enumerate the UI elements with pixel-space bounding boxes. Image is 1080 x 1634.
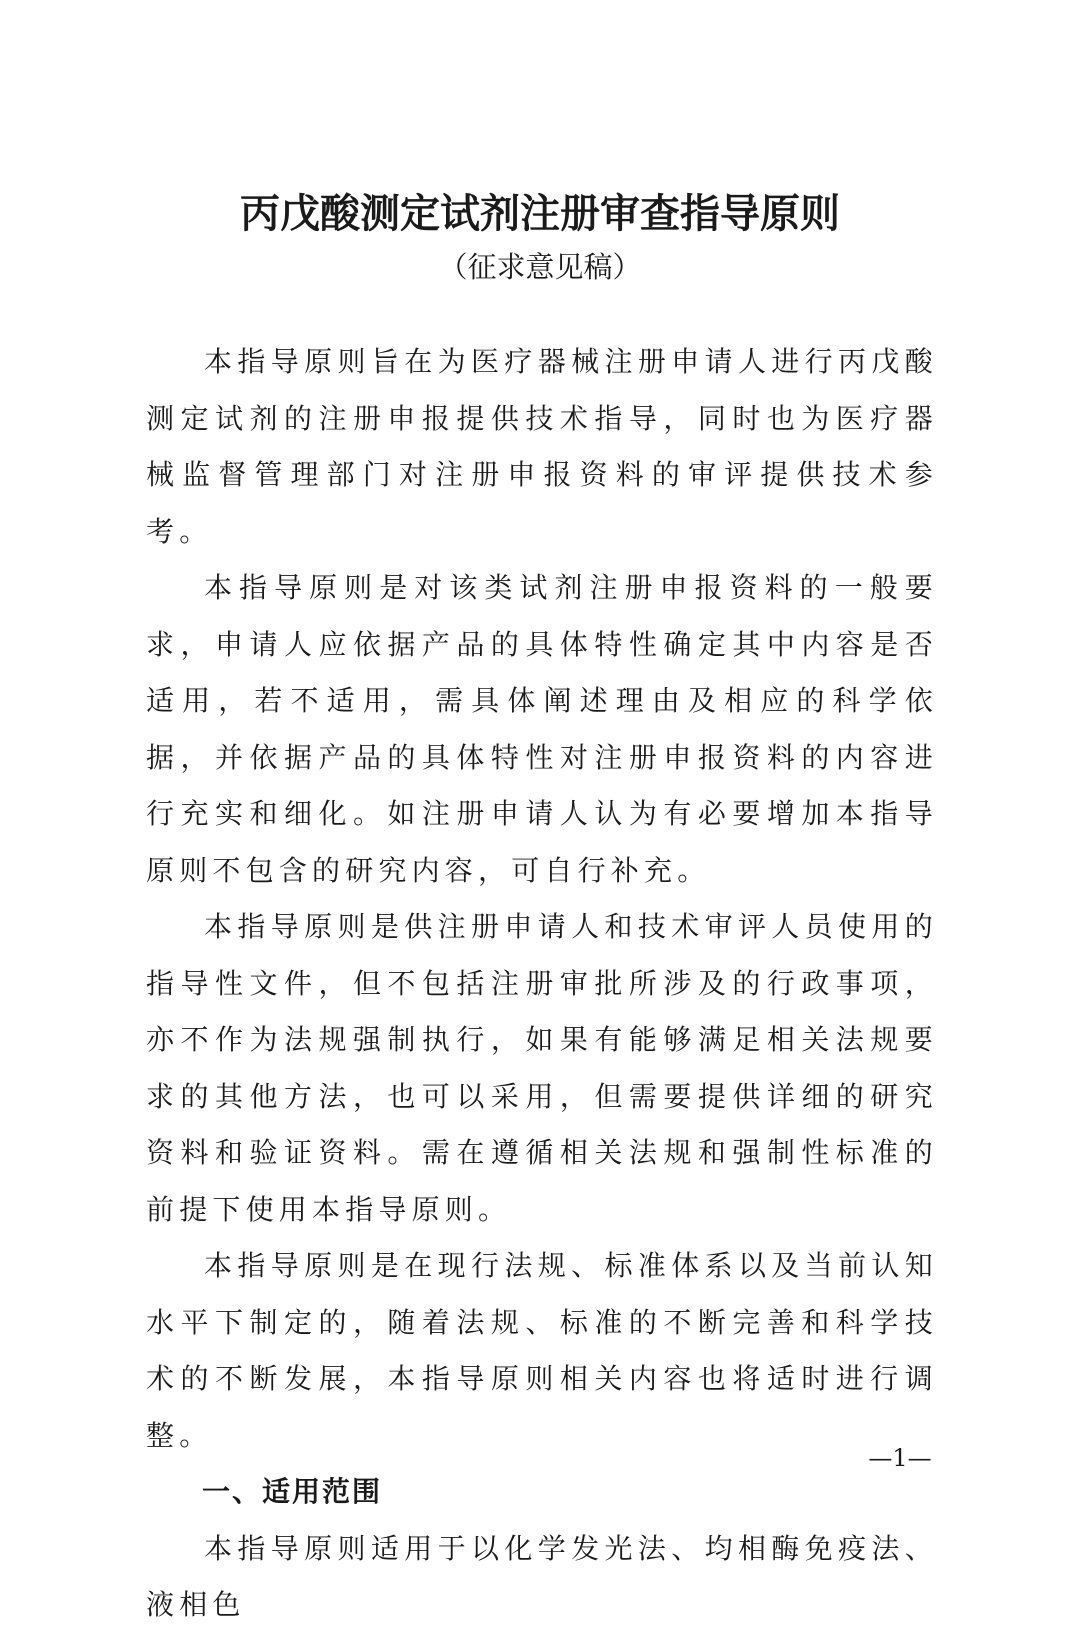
paragraph-purpose: 本指导原则旨在为医疗器械注册申请人进行丙戊酸测定试剂的注册申报提供技术指导，同时也为医疗器械监督管理部门对注册申报资料的审评提供技术参考。 [146,345,938,548]
document-subtitle: （征求意见稿） [438,250,642,284]
paragraph-general-requirements: 本指导原则是对该类试剂注册申报资料的一般要求，申请人应依据产品的具体特性确定其中内容是否适用，若不适用，需具体阐述理由及相应的科学依据，并依据产品的具体特性对注册申报资料的内容进行充实和细化。如注册申请人认为有必要增加本指导原则不包含的研究内容，可自行补充。 [146,571,938,887]
paragraph-revision: 本指导原则是在现行法规、标准体系以及当前认知水平下制定的，随着法规、标准的不断完善和科学技术的不断发展，本指导原则相关内容也将适时进行调整。 [146,1249,938,1452]
document-body [146,334,938,1634]
paragraph-usage: 本指导原则是供注册申请人和技术审评人员使用的指导性文件，但不包括注册审批所涉及的行政事项，亦不作为法规强制执行，如果有能够满足相关法规要求的其他方法，也可以采用，但需要提供详细的研究资料和验证资料。需在遵循相关法规和强制性标准的前提下使用本指导原则。 [146,910,938,1226]
paragraph-scope: 本指导原则适用于以化学发光法、均相酶免疫法、液相色 [146,1531,938,1621]
section-heading-scope: 一、适用范围 [202,1475,383,1508]
document-title: 丙戊酸测定试剂注册审查指导原则 [240,191,840,237]
page-number: —1— [868,1444,932,1472]
